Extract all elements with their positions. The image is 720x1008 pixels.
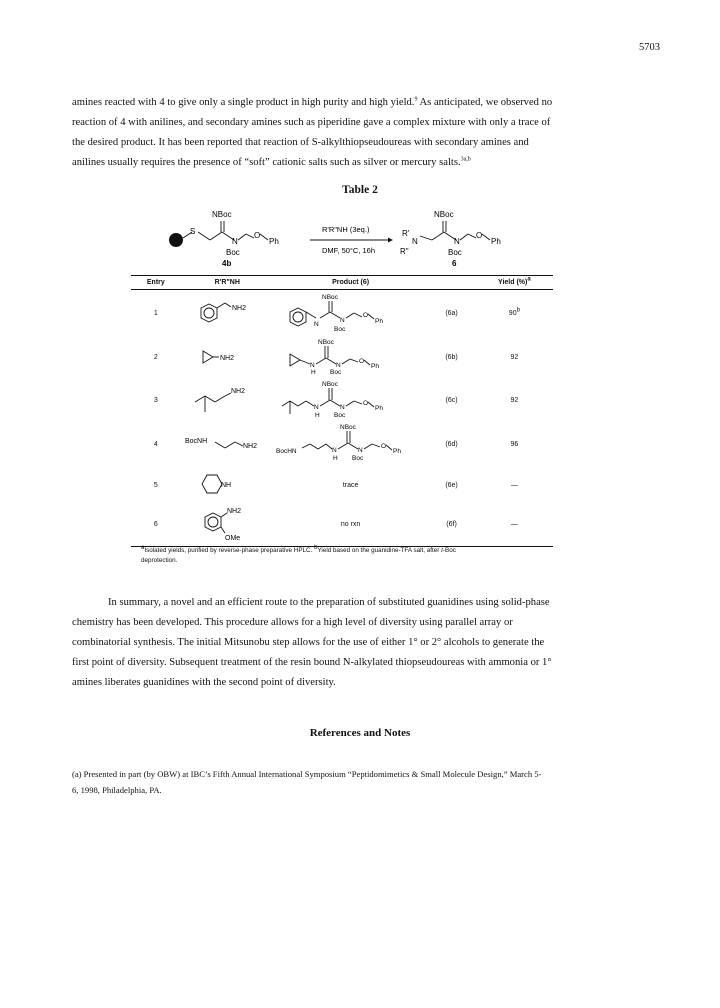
yield-cell: 90$^b$ [508,307,520,317]
product-text: no rxn [274,504,427,546]
paragraph-line: amines liberates guanidines with the second point of diversity. [72,677,336,688]
entry-cell: 4 [153,440,158,448]
svg-text:BocHN: BocHN [275,448,297,455]
amine-structure [181,422,274,466]
paragraph-line: reaction of 4 with anilines, and secondary amines such as piperidine gave a complex mixture with only a trace of [72,117,551,128]
svg-text:N: N [331,447,337,454]
product-structure [274,422,427,466]
cyclopropane-icon [203,351,213,363]
table-row [131,336,553,378]
svg-text:Boc: Boc [333,412,345,419]
product-structure [274,336,427,378]
yield-cell: — [510,481,518,489]
yield-cell: 92 [510,396,519,404]
code-cell: (6d) [445,440,458,448]
svg-text:N: N [335,362,341,369]
svg-text:Ph: Ph [370,363,379,370]
boc-label: Boc [226,248,240,257]
references-heading: References and Notes [309,727,411,739]
amine-label: NH2 [232,305,247,312]
svg-text:NBoc: NBoc [317,339,334,346]
code-cell: (6f) [427,504,475,546]
svg-text:N: N [313,404,319,411]
paragraph-2 [72,593,660,693]
entry-cell: 2 [153,353,158,361]
table-title: Table 2 [342,184,378,196]
entry-cell: 5 [153,481,158,489]
product-structure [274,290,427,337]
svg-text:O: O [380,443,386,450]
paragraph-line: combinatorial synthesis. The initial Mitsunobu step allows for the use of either 1° or 2° alcohols to generate the [72,637,545,648]
amine-structure [181,466,274,504]
table-row [131,422,553,466]
amine-label: NH [221,482,232,489]
nitrogen-label: N [454,237,460,246]
yield-cell: 92 [510,353,519,361]
svg-text:Boc: Boc [329,369,341,376]
svg-text:Ph: Ph [392,448,401,455]
table-row [131,378,553,422]
svg-text:N: N [357,447,363,454]
amine-label: NH2 [243,443,258,450]
amine-structure [181,290,274,337]
paragraph-line: anilines usually requires the presence of “soft” cationic salts such as silver or mercury salts.$^{3a,b}$ [72,156,471,168]
table-row [131,466,553,504]
svg-text:NBoc: NBoc [339,424,356,431]
paragraph-line: chemistry has been developed. This procedure allows for a high level of diversity using parallel array or [72,617,513,628]
paragraph-line: In summary, a novel and an efficient route to the preparation of substituted guanidines using solid-phase [108,597,550,608]
svg-text:Boc: Boc [333,326,345,333]
header-amine: R'R"NH [181,276,274,290]
resin-bead-icon [169,233,183,247]
svg-text:H: H [314,412,320,419]
amine-label: NH2 [220,355,235,362]
phenyl-label: Ph [491,237,501,246]
table-row [131,290,553,337]
svg-text:NBoc: NBoc [321,294,338,301]
amine-label: NH2 [227,507,242,515]
phenyl-label: Ph [269,237,279,246]
paragraph-line: first point of diversity. Subsequent treatment of the resin bound N-alkylated thiopseudoureas with ammonia or 1° [72,657,552,668]
code-cell: (6c) [445,396,458,404]
piperidine-ring-icon [202,475,222,493]
sulfur-label: S [190,227,196,236]
table-row [131,504,553,546]
code-cell: (6a) [445,309,458,317]
svg-text:N: N [309,362,315,369]
svg-text:N: N [339,317,345,324]
svg-text:Ph: Ph [374,405,383,412]
benzene-ring-icon [201,304,217,322]
oxygen-label: O [254,231,261,240]
reagent-label: R'R"NH (3eq.) [322,225,370,234]
product-text: trace [342,481,359,489]
r1-label: R' [402,229,410,238]
entry-cell: 3 [153,396,158,404]
svg-text:H: H [310,369,316,376]
page-number: 5703 [639,42,660,53]
compound-4b-label: 4b [222,259,232,268]
conditions-label: DMF, 50°C, 16h [322,246,376,255]
nitrogen-label: N [232,237,238,246]
reaction-scheme [150,198,570,270]
results-table [131,275,553,547]
amine-structure [181,378,274,422]
oxygen-label: O [476,231,483,240]
svg-text:N: N [313,321,319,328]
table-footnote: $^a$Isolated yields, purified by reverse-phase preparative HPLC. $^b$Yield based on the guanidine-TFA salt, after t-Boc deprotection. [141,544,456,564]
compound-6-label: 6 [452,259,457,268]
product-structure [274,378,427,422]
yield-cell: 96 [510,440,519,448]
amine-label: OMe [225,534,241,542]
svg-text:O: O [362,400,368,407]
paragraph-1 [72,93,660,173]
code-cell: (6b) [445,353,458,361]
svg-text:O: O [358,358,364,365]
reaction-arrow-head [388,238,393,243]
svg-text:H: H [332,455,338,462]
nboc-label: NBoc [434,210,454,219]
paragraph-line: the desired product. It has been reported that reaction of S-alkylthiopseudoureas with secondary amines and [72,137,529,148]
amine-structure [181,336,274,378]
nitrogen-label: N [412,237,418,246]
header-entry: Entry [131,276,181,290]
svg-text:Ph: Ph [374,318,383,325]
citation-9: 9 [414,96,418,103]
anisidine-ring-icon [205,513,221,531]
amine-structure [181,504,274,546]
citation-3ab: 3a,b [460,156,471,163]
boc-label: Boc [448,248,462,257]
code-cell: (6e) [445,481,458,489]
nboc-label: NBoc [212,210,232,219]
paragraph-line: amines reacted with 4 to give only a single product in high purity and high yield.$^9$ As anticipated, we observed no [72,96,553,108]
svg-text:Boc: Boc [351,455,363,462]
svg-text:N: N [339,404,345,411]
amine-label: BocNH [185,438,208,445]
amine-label: NH2 [231,388,246,395]
entry-cell: 6 [131,504,181,546]
reference-1: (a) Presented in part (by OBW) at IBC’s Fifth Annual International Symposium “Peptidomimetics & Small Molecule Design,” March 5- 6, 1998, Philadelphia, PA. [72,769,542,795]
svg-text:NBoc: NBoc [321,381,338,388]
r2-label: R" [400,247,409,256]
header-yield: Yield (%)$^a$ [476,276,553,290]
entry-cell: 1 [153,309,158,317]
svg-text:O: O [362,312,368,319]
header-product: Product (6) [274,276,427,290]
yield-cell: — [476,504,553,546]
